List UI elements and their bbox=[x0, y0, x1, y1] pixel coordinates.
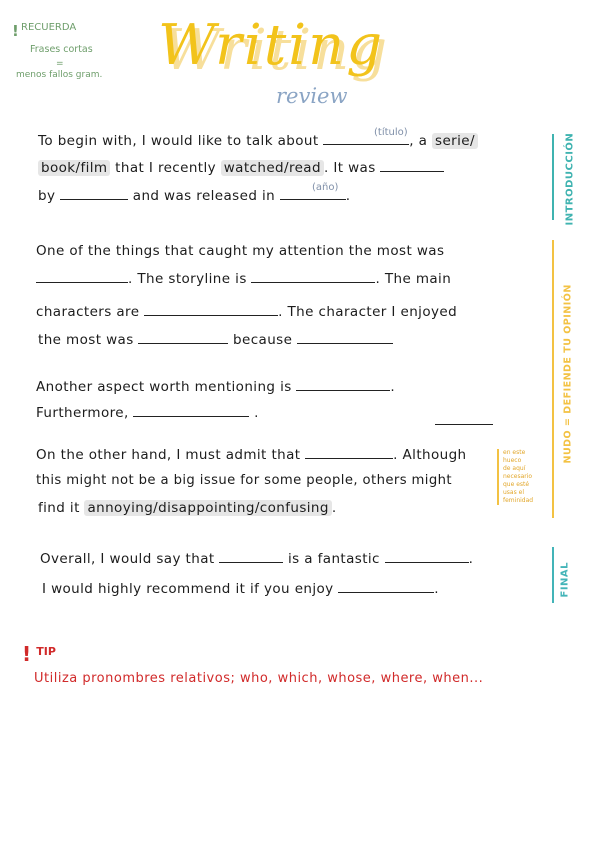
body2-line-2 bbox=[36, 404, 259, 421]
body1-line-2 bbox=[36, 270, 451, 287]
extra-blank[interactable] bbox=[435, 412, 493, 425]
body-bracket bbox=[552, 240, 554, 518]
aspect-blank[interactable] bbox=[296, 378, 390, 391]
intro-text-2b: that I recently bbox=[115, 160, 217, 176]
final-side-label: FINAL bbox=[559, 561, 571, 598]
reminder-line3: menos fallos gram. bbox=[16, 70, 103, 80]
author-blank[interactable] bbox=[380, 159, 444, 172]
character-blank[interactable] bbox=[138, 331, 228, 344]
intro-line-1 bbox=[38, 132, 478, 149]
intro-highlight-book: book/film bbox=[38, 160, 110, 176]
conclusion-text-2b: . bbox=[434, 581, 439, 597]
intro-highlight-watched: watched/read bbox=[221, 160, 324, 176]
storyline-blank[interactable] bbox=[251, 270, 375, 283]
tip-heading bbox=[22, 642, 56, 666]
side-note-line: en este bbox=[503, 449, 526, 456]
side-note-line: que esté bbox=[503, 481, 530, 488]
body2-line-1 bbox=[36, 378, 395, 395]
body2-text-1a: Another aspect worth mentioning is bbox=[36, 379, 292, 395]
side-note-line: feminidad bbox=[503, 497, 534, 504]
page-title: Writing bbox=[158, 13, 385, 78]
reminder-title: RECUERDA bbox=[21, 22, 77, 33]
director-blank[interactable] bbox=[60, 187, 128, 200]
body3-line-2: this might not be a big issue for some people, others might bbox=[36, 473, 452, 488]
body1-text-4a: the most was bbox=[38, 332, 134, 348]
intro-text-1b: , a bbox=[409, 133, 428, 149]
body1-text-2a: . The storyline is bbox=[128, 271, 247, 287]
attention-blank[interactable] bbox=[36, 270, 128, 283]
intro-text-1a: To begin with, I would like to talk about bbox=[38, 133, 319, 149]
body1-text-3b: . The character I enjoyed bbox=[278, 304, 458, 320]
side-note-line: de aquí bbox=[503, 465, 526, 472]
body1-line-3 bbox=[36, 303, 457, 320]
side-note-line: hueco bbox=[503, 457, 522, 464]
reminder-line2: = bbox=[56, 59, 64, 69]
body3-text-3c: . bbox=[331, 500, 337, 516]
body2-text-2a: Furthermore, bbox=[36, 405, 129, 421]
intro-text-3a: by bbox=[38, 188, 56, 204]
intro-line-2 bbox=[38, 159, 444, 176]
body3-line-3 bbox=[38, 500, 337, 516]
body1-text-4b: because bbox=[233, 332, 293, 348]
work-blank[interactable] bbox=[219, 550, 283, 563]
body1-line-4 bbox=[38, 331, 393, 348]
reminder-line1: Frases cortas bbox=[30, 44, 93, 55]
intro-highlight-serie: serie/ bbox=[432, 133, 478, 149]
conclusion-text-2a: I would highly recommend it if you enjoy bbox=[42, 581, 334, 597]
genre-blank[interactable] bbox=[385, 550, 469, 563]
side-note bbox=[497, 449, 533, 505]
tip-title: TIP bbox=[36, 645, 56, 658]
conclusion-text-1c: . bbox=[468, 551, 474, 567]
conclusion-line-1 bbox=[40, 550, 473, 567]
body1-text-3a: characters are bbox=[36, 304, 140, 320]
intro-text-3c: . bbox=[345, 188, 351, 204]
furthermore-blank[interactable] bbox=[133, 404, 249, 417]
intro-text-2d: . It was bbox=[323, 160, 376, 176]
characters-blank[interactable] bbox=[144, 303, 278, 316]
body3-text-1b: . Although bbox=[393, 447, 467, 463]
intro-side-label: INTRODUCCIÓN bbox=[564, 132, 576, 226]
side-note-line: usas el bbox=[503, 489, 524, 496]
body-side-label: NUDO = DEFIENDE TU OPINIÓN bbox=[562, 284, 574, 464]
body3-text-1a: On the other hand, I must admit that bbox=[36, 447, 301, 463]
side-note-line: necesario bbox=[503, 473, 533, 480]
body1-line-1: One of the things that caught my attention the most was bbox=[36, 243, 445, 259]
conclusion-line-2 bbox=[42, 580, 439, 597]
reminder-note bbox=[12, 16, 122, 86]
body3-line-1 bbox=[36, 446, 467, 463]
enjoy-blank[interactable] bbox=[338, 580, 434, 593]
body2-text-1b: . bbox=[390, 379, 396, 395]
body3-text-3a: find it bbox=[38, 500, 80, 516]
conclusion-text-1b: is a fantastic bbox=[287, 551, 380, 567]
conclusion-text-1a: Overall, I would say that bbox=[40, 551, 215, 567]
reminder-mark: ! bbox=[12, 22, 19, 40]
body3-highlight-adjectives: annoying/disappointing/confusing bbox=[84, 500, 331, 516]
page-subtitle: review bbox=[276, 84, 348, 108]
intro-bracket bbox=[552, 134, 554, 220]
body2-text-2b: . bbox=[254, 405, 259, 421]
intro-text-3b: and was released in bbox=[132, 188, 276, 204]
final-bracket bbox=[552, 547, 554, 603]
title-hint: (título) bbox=[374, 127, 408, 138]
body1-text-2b: . The main bbox=[375, 271, 452, 287]
tip-text: Utiliza pronombres relativos; who, which, whose, where, when... bbox=[34, 671, 484, 686]
year-hint: (año) bbox=[312, 182, 339, 193]
tip-mark: ! bbox=[22, 642, 32, 666]
admit-blank[interactable] bbox=[305, 446, 393, 459]
reason-blank[interactable] bbox=[297, 331, 393, 344]
intro-line-3 bbox=[38, 187, 351, 204]
